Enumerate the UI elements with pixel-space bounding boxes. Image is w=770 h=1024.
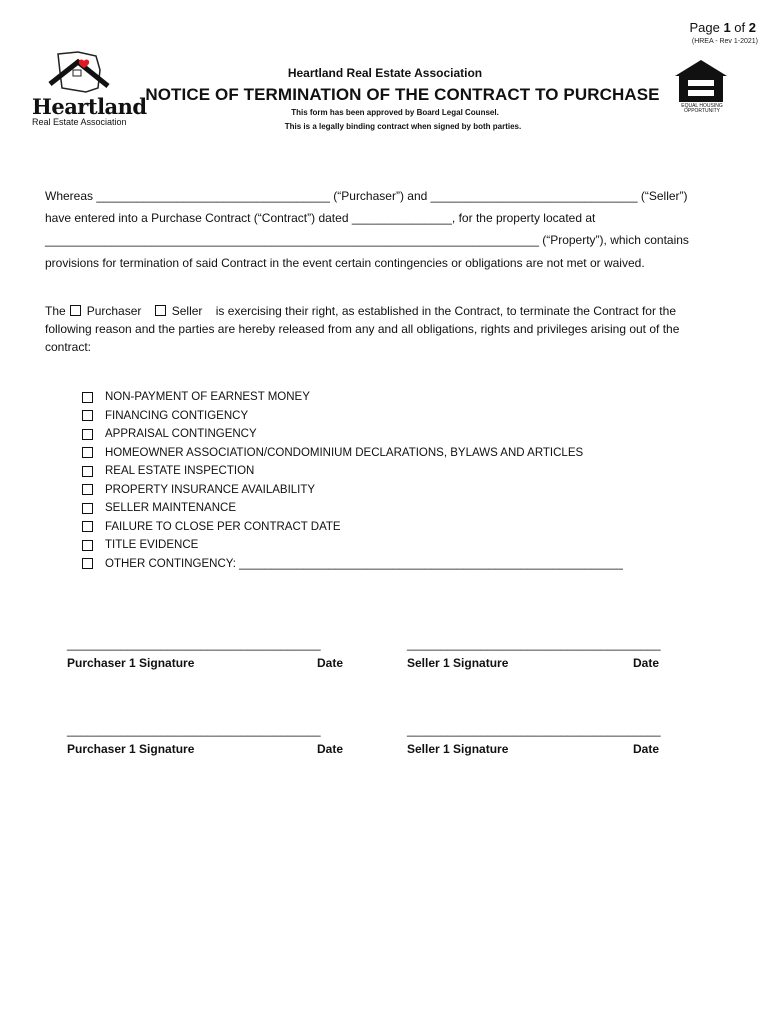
reason-item[interactable]: REAL ESTATE INSPECTION (80, 462, 623, 481)
reason-list (80, 388, 623, 573)
reason-item[interactable]: FINANCING CONTIGENCY (80, 407, 623, 426)
reason-checkbox[interactable] (82, 429, 93, 440)
seller-signature-label: Seller 1 Signature (407, 656, 509, 670)
revision-label: (HREA - Rev 1-2021) (691, 38, 758, 45)
reason-item[interactable]: PROPERTY INSURANCE AVAILABILITY (80, 481, 623, 500)
reason-checkbox[interactable] (82, 466, 93, 477)
purchaser-signature-label: Purchaser 1 Signature (67, 742, 195, 756)
purchaser-checkbox[interactable] (70, 305, 81, 316)
reason-checkbox[interactable] (82, 447, 93, 458)
purchaser-date-label: Date (317, 656, 344, 670)
reason-checkbox[interactable] (82, 484, 93, 495)
logo-wordmark: Heartland (32, 94, 147, 119)
reason-item[interactable]: HOMEOWNER ASSOCIATION/CONDOMINIUM DECLARATIONS, BYLAWS AND ARTICLES (80, 444, 623, 463)
approval-note: This form has been approved by Board Legal Counsel. (291, 108, 499, 117)
seller-date-label: Date (633, 742, 660, 756)
termination-paragraph (45, 302, 735, 356)
whereas-line-2: have entered into a Purchase Contract (“Contract”) dated _______________, for the property located at (45, 211, 596, 225)
purchaser-signature-line[interactable]: ______________________________________ (67, 637, 321, 651)
paragraph-continuation: following reason and the parties are hereby released from any and all obligations, rights and privileges arising out of the (45, 322, 680, 336)
seller-option-label: Seller (171, 304, 203, 318)
reason-checkbox[interactable] (82, 503, 93, 514)
reason-item[interactable]: SELLER MAINTENANCE (80, 499, 623, 518)
reason-item[interactable]: TITLE EVIDENCE (80, 536, 623, 555)
logo-subtitle: Real Estate Association (32, 117, 127, 127)
form-title: NOTICE OF TERMINATION OF THE CONTRACT TO PURCHASE (145, 85, 660, 104)
equal-housing-caption: EQUAL HOUSING OPPORTUNITY (681, 103, 723, 114)
seller-date-label: Date (633, 656, 660, 670)
reason-item[interactable]: NON-PAYMENT OF EARNEST MONEY (80, 388, 623, 407)
reason-checkbox[interactable] (82, 558, 93, 569)
whereas-line-4: provisions for termination of said Contract in the event certain contingencies or obligations are not met or waived. (45, 256, 645, 270)
reason-checkbox[interactable] (82, 392, 93, 403)
reason-checkbox[interactable] (82, 540, 93, 551)
purchaser-option-label: Purchaser (86, 304, 142, 318)
association-name: Heartland Real Estate Association (287, 66, 483, 80)
purchaser-signature-line[interactable]: ______________________________________ (67, 723, 321, 737)
reason-checkbox[interactable] (82, 521, 93, 532)
reason-item[interactable]: APPRAISAL CONTINGENCY (80, 425, 623, 444)
purchaser-signature-label: Purchaser 1 Signature (67, 656, 195, 670)
whereas-line-1: Whereas ___________________________________ (“Purchaser”) and _______________________________ (“Seller”) (45, 189, 688, 203)
paragraph-end: contract: (45, 340, 92, 354)
seller-signature-label: Seller 1 Signature (407, 742, 509, 756)
binding-note: This is a legally binding contract when signed by both parties. (284, 122, 522, 131)
seller-signature-line[interactable]: ______________________________________ (407, 637, 661, 651)
reason-item[interactable]: OTHER CONTINGENCY: ____________________________________________________________ (80, 555, 623, 574)
exercising-text: is exercising their right, as established in the Contract, to terminate the Contract for the (215, 304, 676, 318)
seller-checkbox[interactable] (155, 305, 166, 316)
purchaser-date-label: Date (317, 742, 344, 756)
reason-item[interactable]: FAILURE TO CLOSE PER CONTRACT DATE (80, 518, 623, 537)
whereas-line-3: __________________________________________________________________________ (“Property”), which contains (45, 233, 689, 247)
seller-signature-line[interactable]: ______________________________________ (407, 723, 661, 737)
reason-checkbox[interactable] (82, 410, 93, 421)
the-label: The (45, 304, 66, 318)
page-number: Page 1 of 2 (689, 20, 756, 35)
